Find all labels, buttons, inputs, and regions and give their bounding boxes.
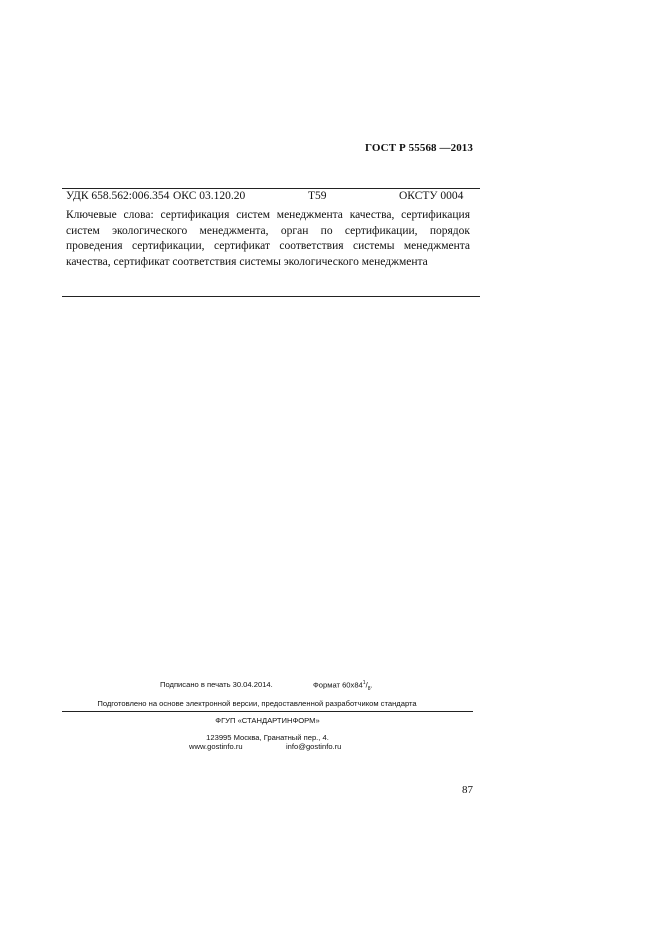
t-code: Т59 <box>308 190 327 202</box>
footer-divider <box>62 711 473 712</box>
page-number: 87 <box>462 784 473 796</box>
website-link[interactable]: www.gostinfo.ru <box>189 742 243 751</box>
email-link[interactable]: info@gostinfo.ru <box>286 742 342 751</box>
bottom-divider <box>62 296 480 297</box>
publisher-address: 123995 Москва, Гранатный пер., 4. <box>206 733 329 742</box>
keywords-line: качества, сертификат соответствия системы экологического менеджмента <box>66 255 428 268</box>
classification-row <box>66 190 470 206</box>
keywords-line: Ключевые слова: сертификация систем менеджмента качества, сертификация <box>66 209 470 221</box>
keywords-line: проведения сертификации, сертификат соответствия системы менеджмента <box>66 240 470 252</box>
okstu-code: ОКСТУ 0004 <box>399 190 464 202</box>
document-code: ГОСТ Р 55568 —2013 <box>365 142 473 154</box>
publisher-name: ФГУП «СТАНДАРТИНФОРМ» <box>215 716 320 725</box>
keywords-line: систем экологического менеджмента, орган по сертификации, порядок <box>66 224 470 237</box>
prepared-note: Подготовлено на основе электронной версии, предоставленной разработчиком стандарта <box>97 699 417 708</box>
oks-code: ОКС 03.120.20 <box>173 190 246 202</box>
paper-format: Формат $60х84^1/_8$. <box>313 680 373 693</box>
top-divider <box>62 188 480 189</box>
signed-date: Подписано в печать 30.04.2014. <box>160 680 273 689</box>
udk-code: УДК 658.562:006.354 <box>66 190 170 202</box>
keywords-paragraph <box>66 208 470 270</box>
